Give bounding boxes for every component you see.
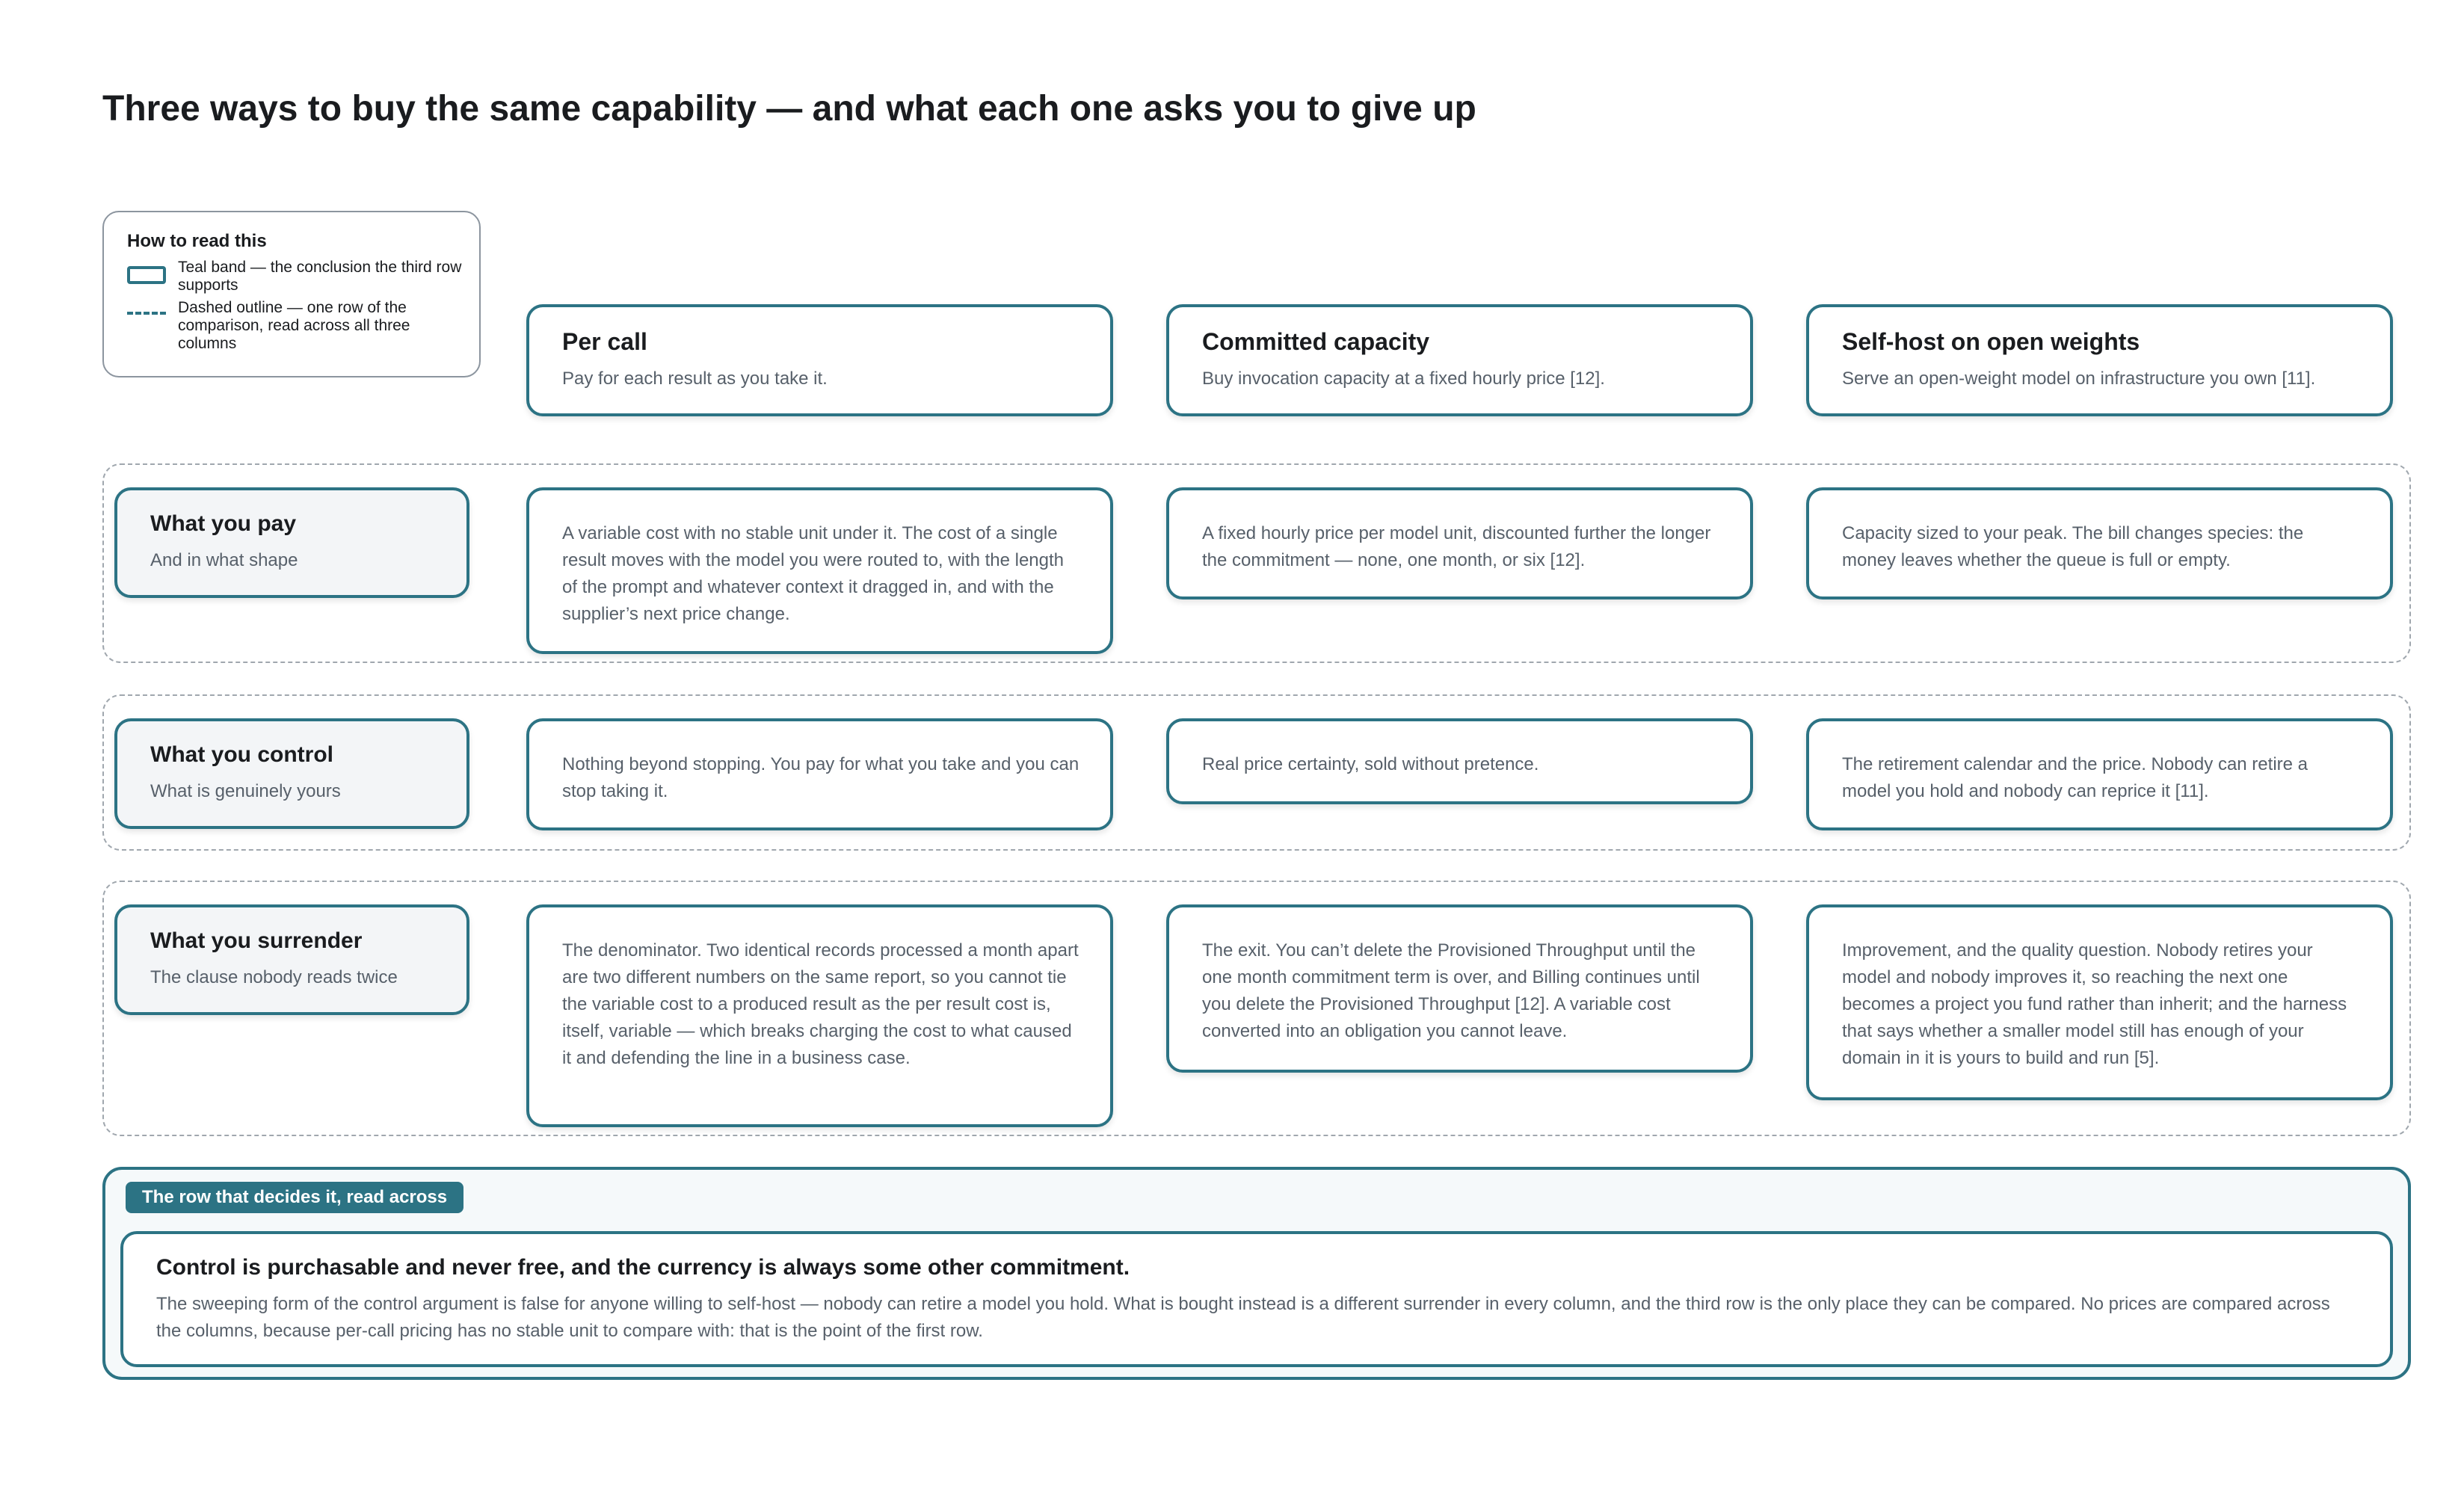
column-header-self-host [1806,304,2393,416]
cell-text: A fixed hourly price per model unit, discounted further the longer the commitment — none, one month, or six [12]. [1202,523,1711,570]
conclusion-band [102,1167,2411,1380]
column-subtitle: Pay for each result as you take it. [562,369,828,389]
cell-text: Nothing beyond stopping. You pay for what you take and you can stop taking it. [562,754,1079,801]
cell-text: Improvement, and the quality question. Nobody retires your model and nobody improves it, so reaching the next one becomes a project you fund rather than inherit; and the harness that says whether a smaller model still has enough of your domain in it is yours to build and run [5]. [1842,940,2347,1068]
row-label-what-you-control [114,718,469,829]
cell-pay-per-call [526,487,1113,654]
row-label-what-you-pay [114,487,469,598]
column-subtitle: Serve an open-weight model on infrastructure you own [11]. [1842,369,2316,389]
column-header-committed-capacity [1166,304,1753,416]
column-subtitle: Buy invocation capacity at a fixed hourly price [12]. [1202,369,1605,389]
conclusion-heading: Control is purchasable and never free, and the currency is always some other commitment. [156,1255,1130,1280]
teal-band-swatch-icon [127,266,166,284]
legend-item-text: Teal band — the conclusion the third row supports [178,259,462,294]
row-label-subtitle: What is genuinely yours [150,781,341,801]
legend-title: How to read this [127,231,267,251]
cell-control-self-host [1806,718,2393,830]
column-title: Per call [562,328,647,355]
cell-text: The denominator. Two identical records processed a month apart are two different numbers on the same report, so you cannot tie the variable cost to a produced result as the per result cost is, itself, variable — which breaks charging the cost to what caused it and defending the line in a business case. [562,940,1079,1068]
dashed-line-swatch-icon [127,312,166,315]
legend-item-teal-band [127,259,462,295]
legend-item-text: Dashed outline — one row of the comparison, read across all three columns [178,299,410,352]
cell-text: Capacity sized to your peak. The bill changes species: the money leaves whether the queue is full or empty. [1842,523,2304,570]
cell-text: The exit. You can’t delete the Provisioned Throughput until the one month commitment term is over, and Billing continues until you delete the Provisioned Throughput [12]. A variable cost converted into an obligation you cannot leave. [1202,940,1700,1041]
cell-control-committed [1166,718,1753,804]
conclusion-card [120,1231,2393,1367]
row-label-title: What you control [150,742,333,767]
legend-item-dashed-outline [127,299,462,353]
row-label-subtitle: And in what shape [150,550,298,570]
cell-pay-committed [1166,487,1753,599]
cell-text: The retirement calendar and the price. Nobody can retire a model you hold and nobody can reprice it [11]. [1842,754,2309,801]
cell-pay-self-host [1806,487,2393,599]
row-label-what-you-surrender [114,904,469,1015]
page-title: Three ways to buy the same capability — and what each one asks you to give up [102,89,1476,129]
cell-surrender-self-host [1806,904,2393,1100]
column-title: Self-host on open weights [1842,328,2140,355]
cell-control-per-call [526,718,1113,830]
conclusion-badge: The row that decides it, read across [126,1182,463,1213]
legend [102,211,481,377]
cell-surrender-committed [1166,904,1753,1073]
conclusion-body: The sweeping form of the control argument is false for anyone willing to self-host — nobody can retire a model you hold. What is bought instead is a different surrender in every column, and the third row is the only place they can be compared. No prices are compared across the columns, because per-call pricing has no stable unit to compare with: that is the point of the first row. [156,1294,2330,1341]
row-label-subtitle: The clause nobody reads twice [150,967,398,987]
cell-text: Real price certainty, sold without pretence. [1202,754,1539,774]
column-header-per-call [526,304,1113,416]
row-label-title: What you surrender [150,928,363,953]
cell-surrender-per-call [526,904,1113,1127]
cell-text: A variable cost with no stable unit under it. The cost of a single result moves with the model you were routed to, with the length of the prompt and whatever context it dragged in, and with the supplier’s next price change. [562,523,1065,624]
column-title: Committed capacity [1202,328,1430,355]
row-label-title: What you pay [150,511,297,536]
